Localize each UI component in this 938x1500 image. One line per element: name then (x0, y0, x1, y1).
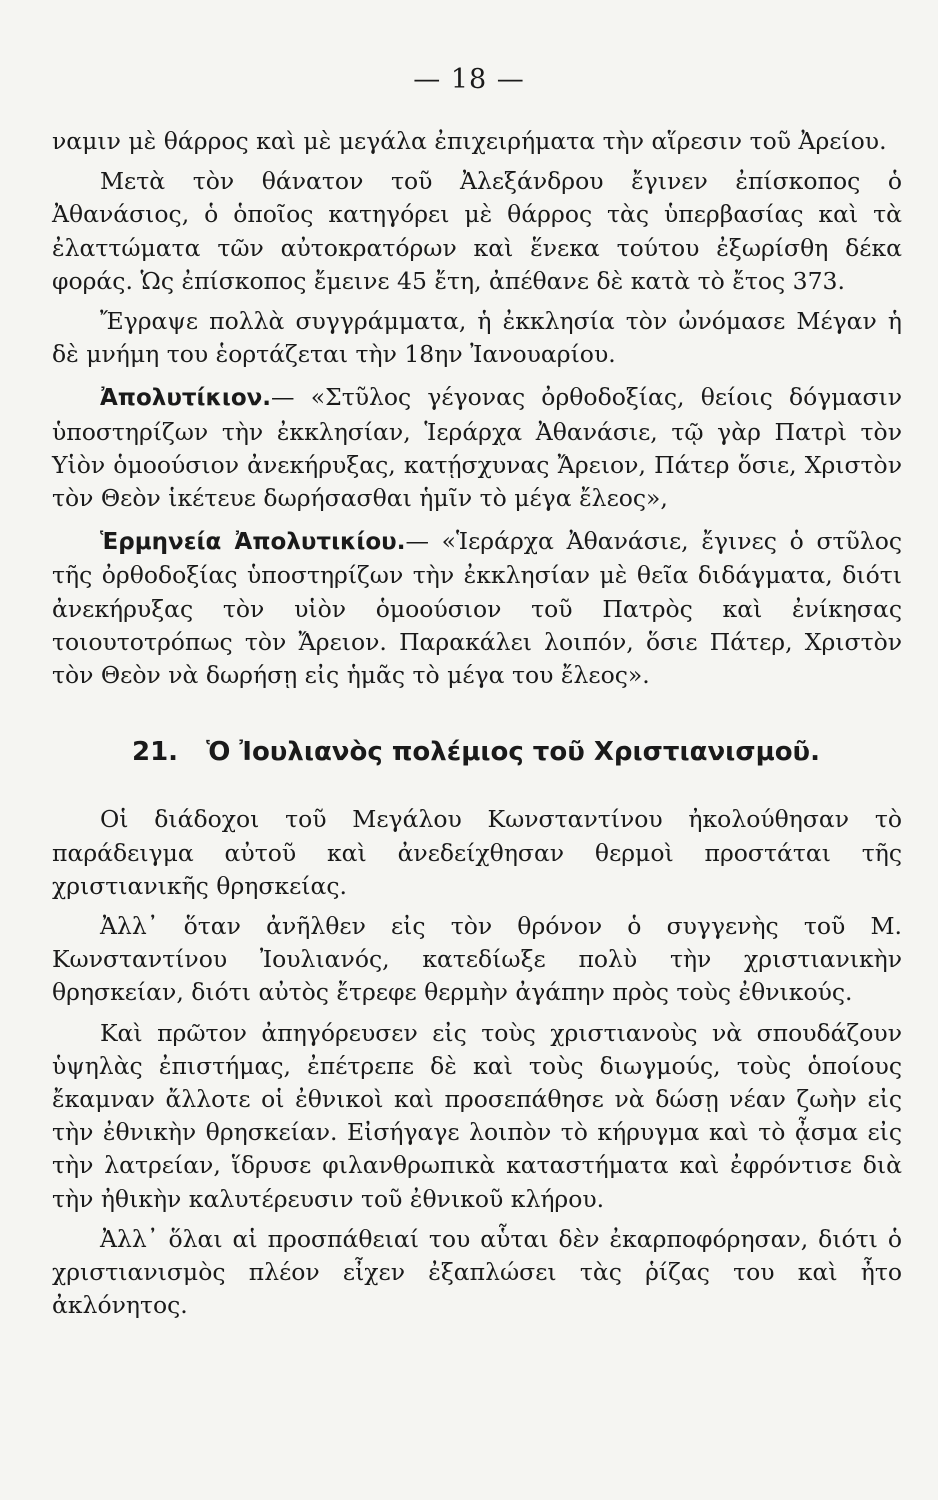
section-heading (52, 736, 902, 769)
paragraph-julian-throne: Ἀλλ᾽ ὅταν ἀνῆλθεν εἰς τὸν θρόνον ὁ συγγενὴς τοῦ Μ. Κωνσταντίνου Ἰουλιανός, κατεδίωξε πολὺ τὴν χριστιανικὴν θρησκείαν, διότι αὐτὸς ἔτρεφε θερμὴν ἀγάπην πρὸς τοὺς ἐθνικούς. (52, 912, 902, 1007)
hermeneia-paragraph (52, 525, 902, 692)
apolytikion-label: Ἀπολυτίκιον. (100, 385, 272, 412)
page-body (52, 125, 902, 1323)
page-number: — 18 — (413, 64, 525, 95)
paragraph-continuation: ναμιν μὲ θάρρος καὶ μὲ μεγάλα ἐπιχειρήματα τὴν αἵρεσιν τοῦ Ἀρείου. (52, 127, 887, 155)
apolytikion-paragraph (52, 381, 902, 515)
hermeneia-text: — «Ἱεράρχα Ἀθανάσιε, ἔγινες ὁ στῦλος τῆς ὀρθοδοξίας ὑποστηρίζων τὴν ἐκκλησίαν μὲ θεῖα διδάγματα, διότι ἀνεκήρυξας τὸν υἱὸν ὁμοούσιον τοῦ Πατρὸς καὶ ἐνίκησας τοιουτοτρόπως τὸν Ἄρειον. Παρακάλει λοιπόν, ὅσιε Πάτερ, Χριστὸν τὸν Θεὸν νὰ δωρήσῃ εἰς ἡμᾶς τὸ μέγα του ἔλεος». (52, 527, 903, 690)
hermeneia-label: Ἑρμηνεία Ἀπολυτικίου. (100, 529, 406, 556)
paragraph-athanasius-bishop: Μετὰ τὸν θάνατον τοῦ Ἀλεξάνδρου ἔγινεν ἐπίσκοπος ὁ Ἀθανάσιος, ὁ ὁποῖος κατηγόρει μὲ θάρρος τὰς ὑπερβασίας καὶ τὰ ἐλαττώματα τῶν αὐτοκρατόρων καὶ ἕνεκα τούτου ἐξωρίσθη δέκα φοράς. Ὡς ἐπίσκοπος ἔμεινε 45 ἔτη, ἀπέθανε δὲ κατὰ τὸ ἔτος 373. (52, 167, 902, 295)
paragraph-successors: Οἱ διάδοχοι τοῦ Μεγάλου Κωνσταντίνου ἠκολούθησαν τὸ παράδειγμα αὐτοῦ καὶ ἀνεδείχθησαν θερμοὶ προστάται τῆς χριστιανικῆς θρησκείας. (52, 805, 902, 900)
section-title: Ὁ Ἰουλιανὸς πολέμιος τοῦ Χριστιανισμοῦ. (206, 737, 820, 768)
section-number: 21. (132, 737, 179, 768)
paragraph-writings: Ἔγραψε πολλὰ συγγράμματα, ἡ ἐκκλησία τὸν ὠνόμασε Μέγαν ἡ δὲ μνήμη του ἑορτάζεται τὴν 18ην Ἰανουαρίου. (52, 307, 902, 369)
paragraph-julian-measures: Καὶ πρῶτον ἀπηγόρευσεν εἰς τοὺς χριστιανοὺς νὰ σπουδάζουν ὑψηλὰς ἐπιστήμας, ἐπέτρεπε δὲ καὶ τοὺς διωγμούς, τοὺς ὁποίους ἔκαμναν ἄλλοτε οἱ ἐθνικοὶ καὶ προσεπάθησε νὰ δώσῃ νέαν ζωὴν εἰς τὴν ἐθνικὴν θρησκείαν. Εἰσήγαγε λοιπὸν τὸ κήρυγμα καὶ τὸ ᾆσμα εἰς τὴν λατρείαν, ἵδρυσε φιλανθρωπικὰ καταστήματα καὶ ἐφρόντισε διὰ τὴν ἠθικὴν καλυτέρευσιν τοῦ ἐθνικοῦ κλήρου. (52, 1018, 902, 1213)
paragraph-failure: Ἀλλ᾽ ὅλαι αἱ προσπάθειαί του αὗται δὲν ἐκαρποφόρησαν, διότι ὁ χριστιανισμὸς πλέον εἶχεν ἐξαπλώσει τὰς ῥίζας του καὶ ἦτο ἀκλόνητος. (52, 1224, 902, 1320)
apolytikion-text: — «Στῦλος γέγονας ὀρθοδοξίας, θείοις δόγμασιν ὑποστηρίζων τὴν ἐκκλησίαν, Ἱεράρχα Ἀθανάσιε, τῷ γὰρ Πατρὶ τὸν Υἱὸν ὁμοούσιον ἀνεκήρυξας, κατῄσχυνας Ἄρειον, Πάτερ ὅσιε, Χριστὸν τὸν Θεὸν ἱκέτευε δωρήσασθαι ἡμῖν τὸ μέγα ἔλεος», (52, 383, 902, 513)
